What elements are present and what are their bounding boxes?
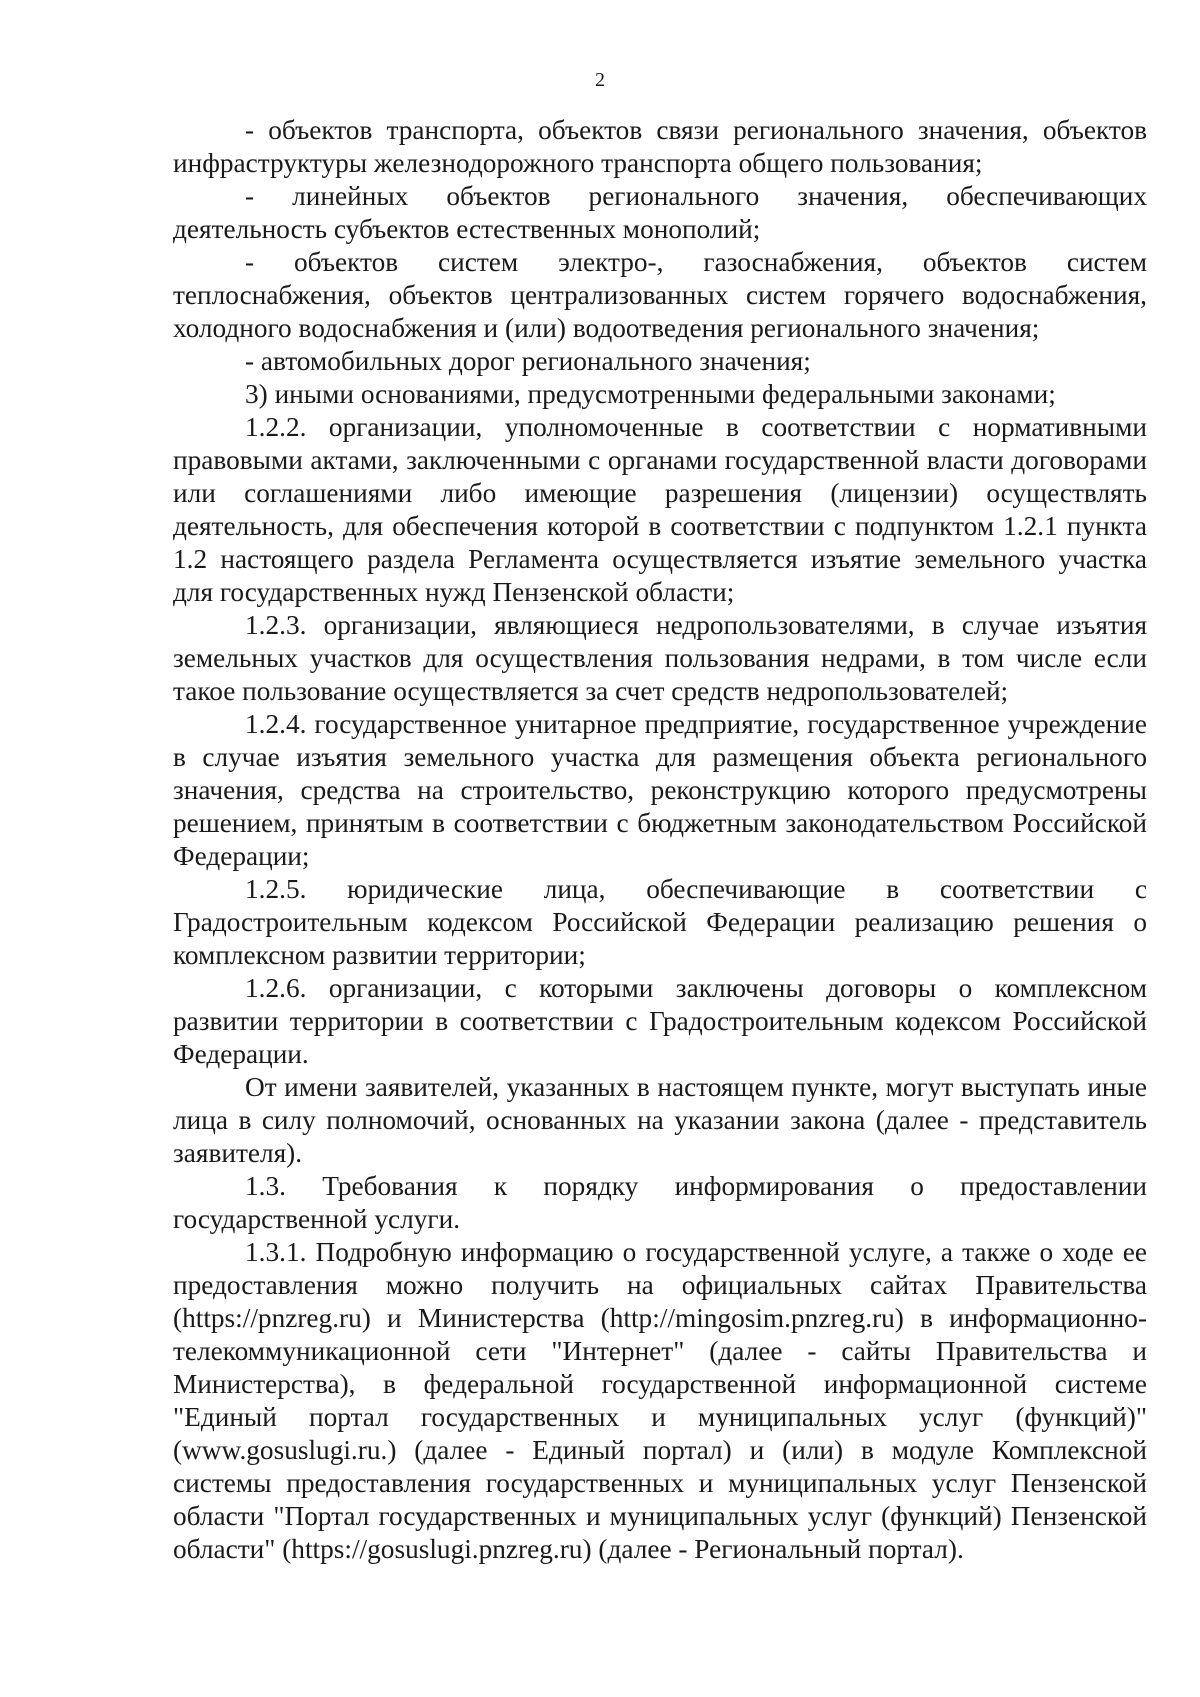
paragraph-transport-objects: - объектов транспорта, объектов связи регионального значения, объектов инфраструктуры железнодорожного транспорта общего пользования; [173, 115, 1147, 178]
paragraph-1-2-5: 1.2.5. юридические лица, обеспечивающие в соответствии с Градостроительным кодексом Российской Федерации реализацию решения о комплексном развитии территории; [173, 874, 1147, 970]
paragraph-1-3: 1.3. Требования к порядку информирования о предоставлении государственной услуги. [173, 1171, 1147, 1234]
paragraph-1-2-3: 1.2.3. организации, являющиеся недропользователями, в случае изъятия земельных участков для осуществления пользования недрами, в том числе если такое пользование осуществляется за счет средств недропользователей; [173, 610, 1147, 706]
document-body [173, 114, 1147, 1566]
paragraph-utility-systems: - объектов систем электро-, газоснабжения, объектов систем теплоснабжения, объектов централизованных систем горячего водоснабжения, холодного водоснабжения и (или) водоотведения регионального значения; [173, 247, 1147, 343]
paragraph-1-2-2: 1.2.2. организации, уполномоченные в соответствии с нормативными правовыми актами, заключенными с органами государственной власти договорами или соглашениями либо имеющие разрешения (лицензии) осуществлять деятельность, для обеспечения которой в соответствии с подпунктом 1.2.1 пункта 1.2 настоящего раздела Регламента осуществляется изъятие земельного участка для государственных нужд Пензенской области; [173, 412, 1147, 607]
paragraph-linear-objects: - линейных объектов регионального значения, обеспечивающих деятельность субъектов естественных монополий; [173, 181, 1147, 244]
page-number: 2 [595, 69, 605, 91]
paragraph-representative: От имени заявителей, указанных в настоящем пункте, могут выступать иные лица в силу полномочий, основанных на указании закона (далее - представитель заявителя). [173, 1072, 1147, 1168]
paragraph-other-grounds: 3) иными основаниями, предусмотренными федеральными законами; [245, 379, 1056, 409]
paragraph-roads: - автомобильных дорог регионального значения; [245, 346, 811, 376]
paragraph-1-2-4: 1.2.4. государственное унитарное предприятие, государственное учреждение в случае изъятия земельного участка для размещения объекта регионального значения, средства на строительство, реконструкцию которого предусмотрены решением, принятым в соответствии с бюджетным законодательством Российской Федерации; [173, 709, 1147, 871]
paragraph-1-3-1: 1.3.1. Подробную информацию о государственной услуге, а также о ходе ее предоставления можно получить на официальных сайтах Правительства (https://pnzreg.ru) и Министерства (http://mingosim.pnzreg.ru) в информационно-телекоммуникационной сети "Интернет" (далее - сайты Правительства и Министерства), в федеральной государственной информационной системе "Единый портал государственных и муниципальных услуг (функций)" (www.gosuslugi.ru.) (далее - Единый портал) и (или) в модуле Комплексной системы предоставления государственных и муниципальных услуг Пензенской области "Портал государственных и муниципальных услуг (функций) Пензенской области" (https://gosuslugi.pnzreg.ru) (далее - Региональный портал). [173, 1237, 1147, 1564]
paragraph-1-2-6: 1.2.6. организации, с которыми заключены договоры о комплексном развитии территории в соответствии с Градостроительным кодексом Российской Федерации. [173, 973, 1147, 1069]
